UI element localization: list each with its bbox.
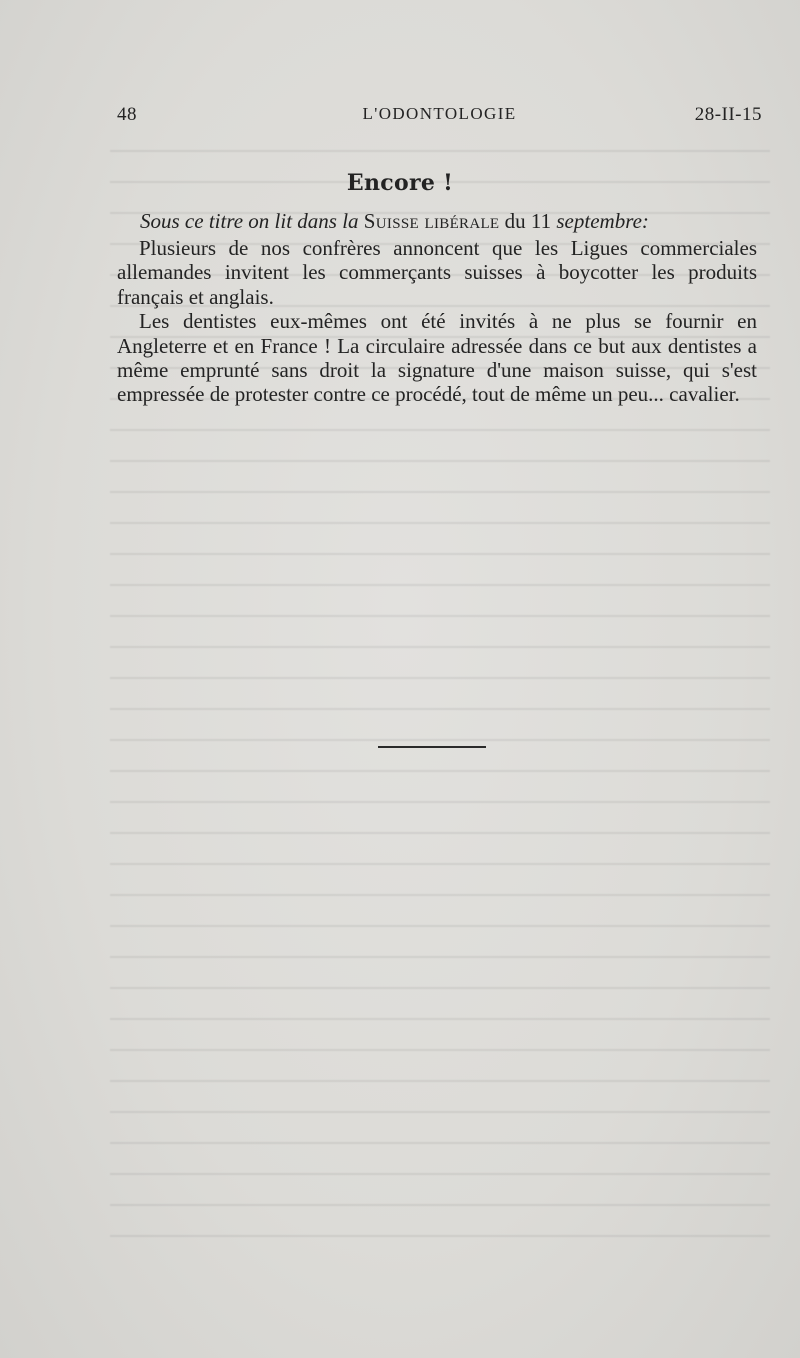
paragraph: Plusieurs de nos confrères annoncent que les Ligues commerciales allemandes invitent les commerçants suisses à boycotter les produits français et anglais. [117, 236, 757, 309]
intro-day: 11 [530, 209, 552, 233]
article-intro [140, 206, 770, 236]
section-divider [378, 746, 486, 748]
intro-text-1: Sous ce titre on lit dans la [140, 209, 359, 233]
article-body [117, 236, 757, 407]
intro-month: septembre: [556, 209, 649, 233]
intro-text-2: du [504, 209, 526, 233]
page-number: 48 [117, 104, 137, 125]
source-name: Suisse libérale [363, 209, 500, 233]
running-header [117, 104, 762, 130]
issue-date: 28-II-15 [694, 104, 762, 125]
paragraph: Les dentistes eux-mêmes ont été invités à ne plus se fournir en Angleterre et en France ! La circulaire adressée dans ce but aux dentistes a même emprunté sans droit la signature d'une maison suisse, qui s'est empressée de protester contre ce procédé, tout de même un peu... cavalier. [117, 309, 757, 407]
article-heading: Encore ! [346, 170, 454, 196]
journal-title: L'ODONTOLOGIE [362, 104, 517, 123]
